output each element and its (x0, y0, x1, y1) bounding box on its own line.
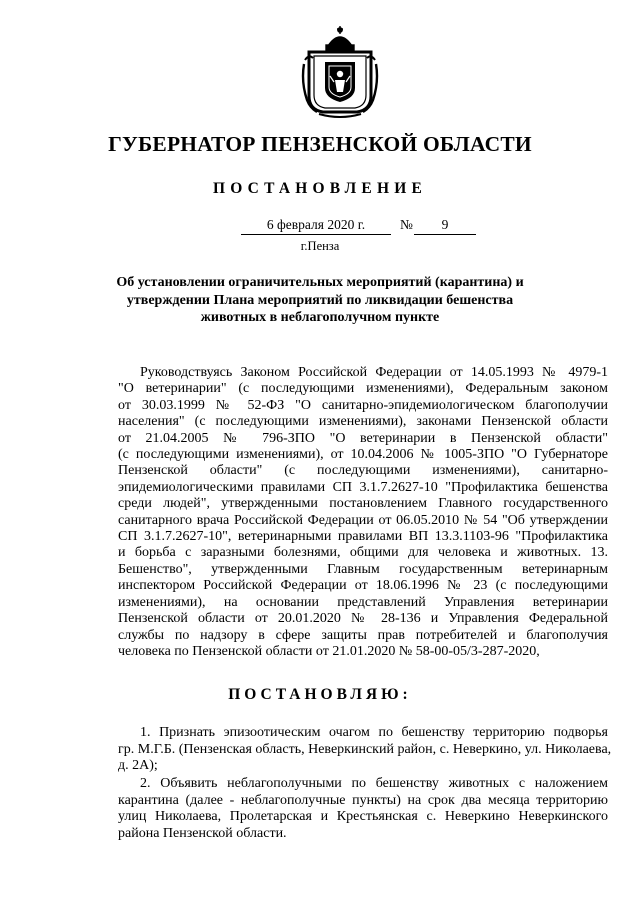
preamble-line: Бешенство", утвержденными Главным государственным ветеринарным (118, 561, 608, 577)
document-date: 6 февраля 2020 г. (241, 216, 391, 235)
preamble-line: изменениями), на основании представлений Управления ветеринарии (118, 594, 608, 610)
preamble-line: человека по Пензенской области от 21.01.2020 № 58-00-05/3-287-2020, (118, 643, 540, 659)
item-line: д. 2А); (118, 758, 158, 774)
subject-line: утверждении Плана мероприятий по ликвидации бешенства (126, 292, 514, 308)
preamble (118, 365, 608, 660)
decree-item-1 (118, 725, 612, 775)
item-line: карантина (далее - неблагополучные пункты) на срок два месяца территорию (118, 792, 608, 808)
preamble-line: населения" (с последующими изменениями), законами Пензенской области (118, 414, 608, 430)
item-line: 2. Объявить неблагополучными по бешенству животных с наложением (140, 776, 608, 791)
preamble-line: Руководствуясь Законом Российской Федерации от 14.05.1993 № 4979-1 (140, 365, 608, 380)
coat-of-arms-icon (301, 24, 379, 118)
item-line: 1. Признать эпизоотическим очагом по бешенству территорию подворья (140, 725, 608, 740)
preamble-line: СП 3.1.7.2627-10", ветеринарными правилами ВП 13.3.1103-96 "Профилактика (118, 529, 608, 545)
item-line: улиц Николаева, Пролетарская и Крестьянская с. Неверкино Неверкинского (118, 809, 608, 825)
preamble-line: (с последующими изменениями), от 10.04.2006 № 1005-ЗПО "О Губернаторе (118, 447, 608, 463)
preamble-line: "О ветеринарии" (с последующими изменениями), Федеральным законом (118, 381, 608, 397)
preamble-line: от 21.04.2005 № 796-ЗПО "О ветеринарии в Пензенской области" (118, 430, 608, 446)
issuing-authority: ГУБЕРНАТОР ПЕНЗЕНСКОЙ ОБЛАСТИ (108, 132, 532, 156)
item-line: района Пензенской области. (118, 825, 287, 841)
document-subject (100, 274, 540, 327)
preamble-line: инспектором Российской Федерации от 18.06.1996 № 23 (с последующими (118, 578, 608, 594)
preamble-line: Пензенской области" (с последующими изменениями), санитарно- (118, 463, 608, 479)
preamble-line: службы по надзору в сфере защиты прав потребителей и благополучия (118, 627, 608, 643)
number-sign: № (400, 217, 413, 232)
preamble-line: от 30.03.1999 № 52-ФЗ "О санитарно-эпидемиологическом благополучии (118, 397, 608, 413)
decree-heading: ПОСТАНОВЛЯЮ: (228, 686, 412, 703)
date-number-line (0, 216, 640, 236)
preamble-line: среди людей", утвержденными постановлением Главного государственного (118, 496, 608, 512)
decree-item-2 (118, 776, 608, 842)
document-number: 9 (414, 216, 476, 235)
preamble-line: санитарного врача Российской Федерации от 06.05.2010 № 54 "Об утверждении (118, 512, 608, 528)
subject-line: животных в неблагополучном пункте (200, 310, 440, 325)
preamble-line: Пензенской области от 20.01.2020 № 28-136 и Управления Федеральной (118, 611, 608, 627)
item-line: гр. М.Г.Б. (Пензенская область, Неверкинский район, с. Неверкино, ул. Николаева, (118, 741, 612, 757)
issue-place: г.Пенза (300, 239, 340, 253)
preamble-line: эпидемиологическими правилами СП 3.1.7.2627-10 "Профилактика бешенства (118, 479, 608, 495)
preamble-line: и борьба с заразными болезнями, общими для человека и животных. 13. (118, 545, 608, 561)
subject-line: Об установлении ограничительных мероприятий (карантина) и (116, 275, 524, 290)
document-type: ПОСТАНОВЛЕНИЕ (212, 180, 428, 197)
